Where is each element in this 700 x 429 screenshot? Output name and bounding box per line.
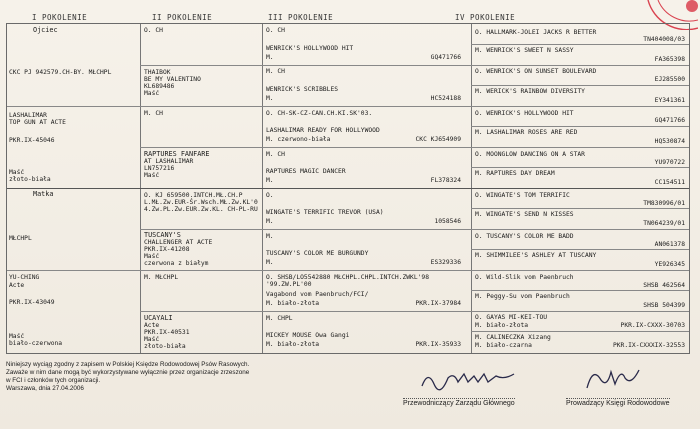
header-gen-3: III POKOLENIE (268, 13, 334, 22)
mother-color-label: Maść (9, 333, 25, 340)
divider (7, 106, 689, 107)
gen4-reg: TM830996/01 (643, 200, 685, 207)
gen3-name: WINGATE'S TERRIFIC TREVOR (USA) (266, 209, 384, 216)
footer-notice (6, 361, 249, 393)
grandfather-name-2: TOP GUN AT ACTE (9, 119, 66, 126)
gen2-line: Acte (144, 322, 160, 329)
pedigree-table (6, 23, 690, 354)
gen3-title: O. CH (266, 27, 285, 34)
gen4-name: O. GAYAS MI-KEI-TOU (475, 314, 548, 321)
gen3-color: M. biało-złota (266, 341, 320, 348)
gen4-reg: HQ530874 (654, 138, 685, 145)
gen4-reg: AN061378 (654, 241, 685, 248)
gen3-color: M. biało-złota (266, 300, 320, 307)
gen3-name: Vagabond vom Paenbruch/FCI/ (266, 291, 369, 298)
divider (140, 229, 262, 230)
gen3-title: O. (266, 192, 274, 199)
divider (471, 44, 689, 45)
gen3-reg: GQ471766 (430, 54, 461, 61)
grandfather-color-label: Maść (9, 169, 25, 176)
father-label: Ojciec (33, 26, 58, 34)
gen4-name: M. WERICK'S RAINBOW DIVERSITY (475, 88, 585, 95)
footer-date: Warszawa, dnia 27.04.2006 (6, 385, 84, 392)
gen2-line: AT LASHALIMAR (144, 158, 194, 165)
mother-name: YU-CHING (9, 274, 40, 281)
gen4-name: M. LASHALIMAR ROSES ARE RED (475, 129, 578, 136)
gen2-line: PKR.IX-40531 (144, 329, 190, 336)
gen3-reg: FL378324 (430, 177, 461, 184)
divider (471, 147, 689, 148)
gen3-color: M. (266, 177, 274, 184)
gen3-color: M. (266, 54, 274, 61)
gen4-reg: YU970722 (654, 159, 685, 166)
grandfather-name: LASHALIMAR (9, 112, 47, 119)
gen4-reg: FA365398 (654, 56, 685, 63)
gen3-reg: 1058546 (434, 218, 461, 225)
footer-line: w FCI i członków tych organizacji. (6, 377, 101, 384)
gen4-reg: SHSB 462564 (643, 282, 685, 289)
gen4-reg: TN404008/03 (643, 36, 685, 43)
gen2-line: CHALLENGER AT ACTE (144, 239, 213, 246)
gen4-name: O. WENRICK'S HOLLYWOOD HIT (475, 110, 574, 117)
divider (471, 331, 689, 332)
mother-reg: PKR.IX-43049 (9, 299, 55, 306)
gen2-line: 4.Zw.PL.Zw.EUR.Zw.KL. CH-PL-RU (144, 206, 258, 213)
gen4-name: O. WENRICK'S ON SUNSET BOULEVARD (475, 68, 597, 75)
divider (471, 85, 689, 86)
gen3-reg: HC524188 (430, 95, 461, 102)
gen3-name: RAPTURES MAGIC DANCER (266, 168, 346, 175)
gen4-name: M. SHIMMILEE'S ASHLEY AT TUSCANY (475, 252, 597, 259)
gen2-line: UCAYALI (144, 314, 173, 322)
gen2-title: M. CH (144, 110, 163, 117)
gen4-reg: GQ471766 (654, 117, 685, 124)
gen4-reg: EJ285500 (654, 76, 685, 83)
divider (471, 208, 689, 209)
divider (7, 188, 689, 189)
header-gen-2: II POKOLENIE (152, 13, 213, 22)
mother-details: MŁCHPL (9, 235, 32, 242)
gen3-name: WENRICK'S HOLLYWOOD HIT (266, 45, 354, 52)
footer-line: Zaważe w nim dane mogą być wykorzystywane wyłącznie przez organizacje zrzeszone (6, 369, 250, 376)
gen4-name: M. RAPTURES DAY DREAM (475, 170, 555, 177)
gen4-color: M. biało-złota (475, 322, 529, 329)
grandfather-color: złoto-biała (9, 176, 51, 183)
gen3-title: M. CH (266, 151, 285, 158)
divider (471, 65, 689, 66)
header-gen-4: IV POKOLENIE (455, 13, 516, 22)
divider (471, 311, 689, 312)
gen2-line: PKR.IX-41208 (144, 246, 190, 253)
gen3-title: O. CH-SK-CZ-CAN.CH.KI.SK'03. (266, 110, 373, 117)
gen4-reg: SHSB 504399 (643, 302, 685, 309)
gen2-title: O. CH (144, 27, 163, 34)
gen2-line: Maść (144, 90, 160, 97)
gen3-title: O. SHSB/LO5542880 MŁCHPL.CHPL.INTCH.ZWKL'98 (266, 274, 430, 281)
divider (471, 126, 689, 127)
gen3-name: WENRICK'S SCRIBBLES (266, 86, 339, 93)
gen4-name: M. WENRICK'S SWEET N SASSY (475, 47, 574, 54)
gen3-name: LASHALIMAR READY FOR HOLLYWOOD (266, 127, 380, 134)
gen4-reg: TN064239/01 (643, 220, 685, 227)
header-gen-1: I POKOLENIE (32, 13, 88, 22)
grandfather-reg: PKR.IX-45046 (9, 137, 55, 144)
gen3-name: MICKEY MOUSE Owa Gangi (266, 332, 350, 339)
gen3-name: TUSCANY'S COLOR ME BURGUNDY (266, 250, 369, 257)
gen2-line: Maść (144, 336, 160, 343)
gen2-line: Maść (144, 172, 160, 179)
gen2-line: TUSCANY'S (144, 231, 181, 239)
gen4-name: O. HALLMARK-JOLEI JACKS R BETTER (475, 29, 597, 36)
divider (471, 249, 689, 250)
gen3-title-2: '99.ZW.PL'00 (266, 281, 312, 288)
gen4-reg: CC154511 (654, 179, 685, 186)
gen4-name: M. CALINECZKA Xizang (475, 334, 551, 341)
gen4-reg: PKR.IX-CXXX-30703 (620, 322, 685, 329)
gen4-name: O. WINGATE'S TOM TERRIFIC (475, 192, 570, 199)
footer-line: Niniejszy wyciąg zgodny z zapisem w Polskiej Księdze Rodowodowej Psów Rasowych. (6, 361, 250, 368)
gen3-reg: CKC KJ654909 (415, 136, 461, 143)
gen2-line: BE MY VALENTINO (144, 76, 201, 83)
gen2-line: KL689486 (144, 83, 175, 90)
gen3-title: M. CHPL (266, 315, 293, 322)
father-details: CKC PJ 942579.CH-BY. MŁCHPL (9, 69, 112, 76)
signature-2-caption: Prowadzący Księgi Rodowodowe (566, 400, 670, 407)
gen3-reg: PKR.IX-37984 (415, 300, 461, 307)
divider (471, 167, 689, 168)
gen4-reg: YE926345 (654, 261, 685, 268)
divider (140, 147, 262, 148)
divider (140, 311, 262, 312)
gen2-line: THAIBOK (144, 69, 171, 76)
gen4-name: M. Peggy-Su vom Paenbruch (475, 293, 570, 300)
divider (140, 65, 262, 66)
gen3-color: M. czerwono-biała (266, 136, 331, 143)
gen3-reg: ES329336 (430, 259, 461, 266)
gen2-line: RAPTURES FANFARE (144, 150, 210, 158)
signature-1-icon (418, 366, 518, 392)
gen3-title: M. CH (266, 68, 285, 75)
gen2-line: złoto-biała (144, 343, 186, 350)
gen4-reg: EY341361 (654, 97, 685, 104)
gen4-reg: PKR.IX-CXXXIX-32553 (612, 342, 685, 349)
gen4-name: O. MOONGLOW DANCING ON A STAR (475, 151, 585, 158)
gen3-title: M. (266, 233, 274, 240)
gen4-name: O. Wild-Slik vom Paenbruch (475, 274, 574, 281)
gen4-color: M. biało-czarna (475, 342, 532, 349)
gen4-name: O. TUSCANY'S COLOR ME BADD (475, 233, 574, 240)
gen4-name: M. WINGATE'S SEND N KISSES (475, 211, 574, 218)
signature-1-caption: Przewodniczący Zarządu Głównego (403, 400, 515, 407)
mother-name-2: Acte (9, 282, 25, 289)
gen2-line: L.MŁ.Zw.EUR-Śr.Wsch.MŁ.Zw.KL'0 (144, 199, 258, 206)
divider (7, 270, 689, 271)
gen3-color: M. (266, 95, 274, 102)
gen3-color: M. (266, 259, 274, 266)
gen2-line: Maść (144, 253, 160, 260)
gen3-reg: PKR.IX-35933 (415, 341, 461, 348)
signature-2-icon (583, 364, 643, 392)
gen2-title: M. MŁCHPL (144, 274, 179, 281)
gen2-line: LN757216 (144, 165, 175, 172)
mother-label: Matka (33, 190, 54, 198)
gen2-title: O. KJ 659500.INTCH.MŁ.CH.P (144, 192, 243, 199)
divider (471, 229, 689, 230)
gen3-color: M. (266, 218, 274, 225)
gen2-line: czerwona z białym (144, 260, 209, 267)
divider (471, 290, 689, 291)
mother-color: biało-czerwona (9, 340, 63, 347)
